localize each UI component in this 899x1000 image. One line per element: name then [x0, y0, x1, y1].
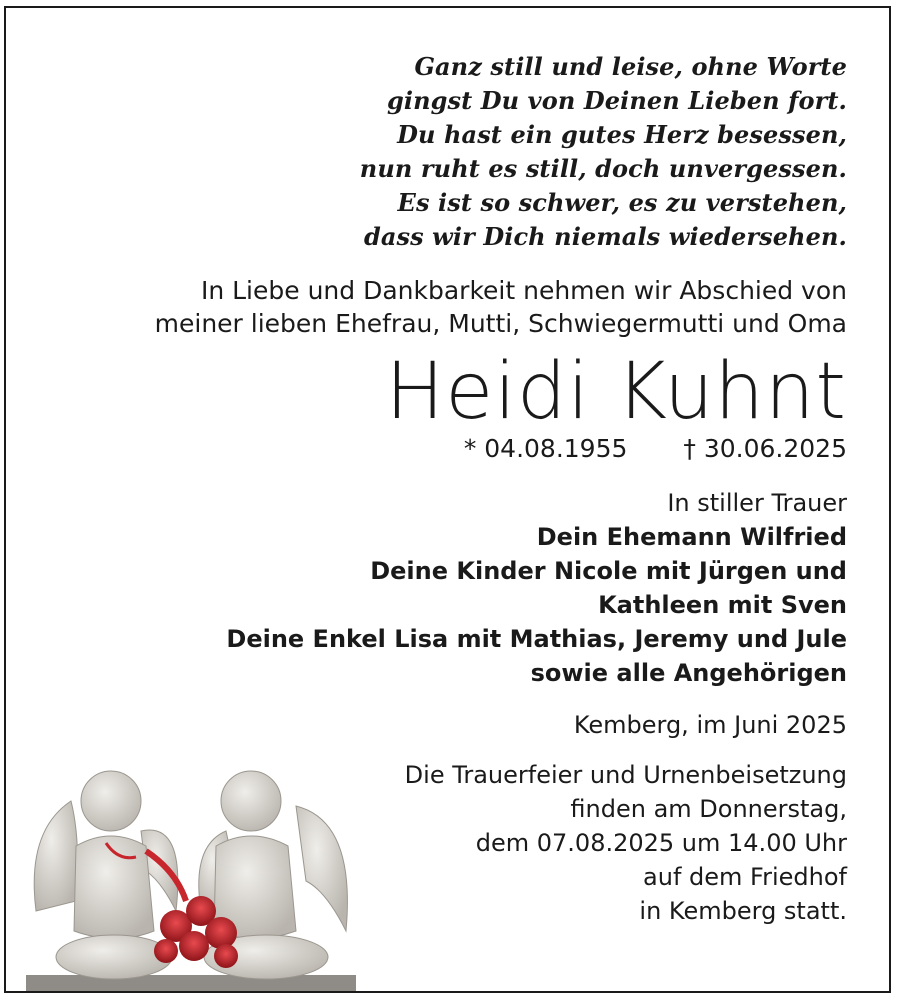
obituary-frame	[4, 6, 891, 993]
poem-line: dass wir Dich niemals wiedersehen.	[363, 222, 847, 251]
poem-line: Du hast ein gutes Herz besessen,	[397, 120, 847, 149]
death-date: † 30.06.2025	[683, 434, 847, 463]
mourners-list	[57, 520, 847, 690]
service-line: in Kemberg statt.	[639, 897, 847, 925]
farewell-intro	[57, 274, 847, 340]
mourner-line: Dein Ehemann Wilfried	[536, 523, 847, 551]
memorial-poem	[57, 50, 847, 254]
mourner-line: Deine Enkel Lisa mit Mathias, Jeremy und Jule	[226, 625, 847, 653]
service-line: dem 07.08.2025 um 14.00 Uhr	[475, 829, 847, 857]
intro-line: In Liebe und Dankbarkeit nehmen wir Abschied von	[200, 276, 847, 305]
poem-line: gingst Du von Deinen Lieben fort.	[386, 86, 847, 115]
place-and-date: Kemberg, im Juni 2025	[573, 711, 847, 739]
mourner-line: Deine Kinder Nicole mit Jürgen und	[370, 557, 847, 585]
stone-base	[26, 975, 356, 991]
deceased-name: Heidi Kuhnt	[385, 347, 847, 437]
poem-line: Ganz still und leise, ohne Worte	[414, 52, 847, 81]
mourning-intro: In stiller Trauer	[667, 489, 847, 517]
poem-line: nun ruht es still, doch unvergessen.	[359, 154, 847, 183]
birth-date: * 04.08.1955	[463, 434, 628, 463]
intro-line: meiner lieben Ehefrau, Mutti, Schwiegermutti und Oma	[154, 309, 847, 338]
poem-line: Es ist so schwer, es zu verstehen,	[397, 188, 847, 217]
mourner-line: sowie alle Angehörigen	[530, 659, 847, 687]
service-line: finden am Donnerstag,	[570, 795, 847, 823]
service-line: Die Trauerfeier und Urnenbeisetzung	[404, 761, 847, 789]
mourner-line: Kathleen mit Sven	[598, 591, 847, 619]
service-line: auf dem Friedhof	[643, 863, 847, 891]
life-dates	[57, 432, 847, 466]
angels-with-roses-image	[26, 761, 366, 991]
